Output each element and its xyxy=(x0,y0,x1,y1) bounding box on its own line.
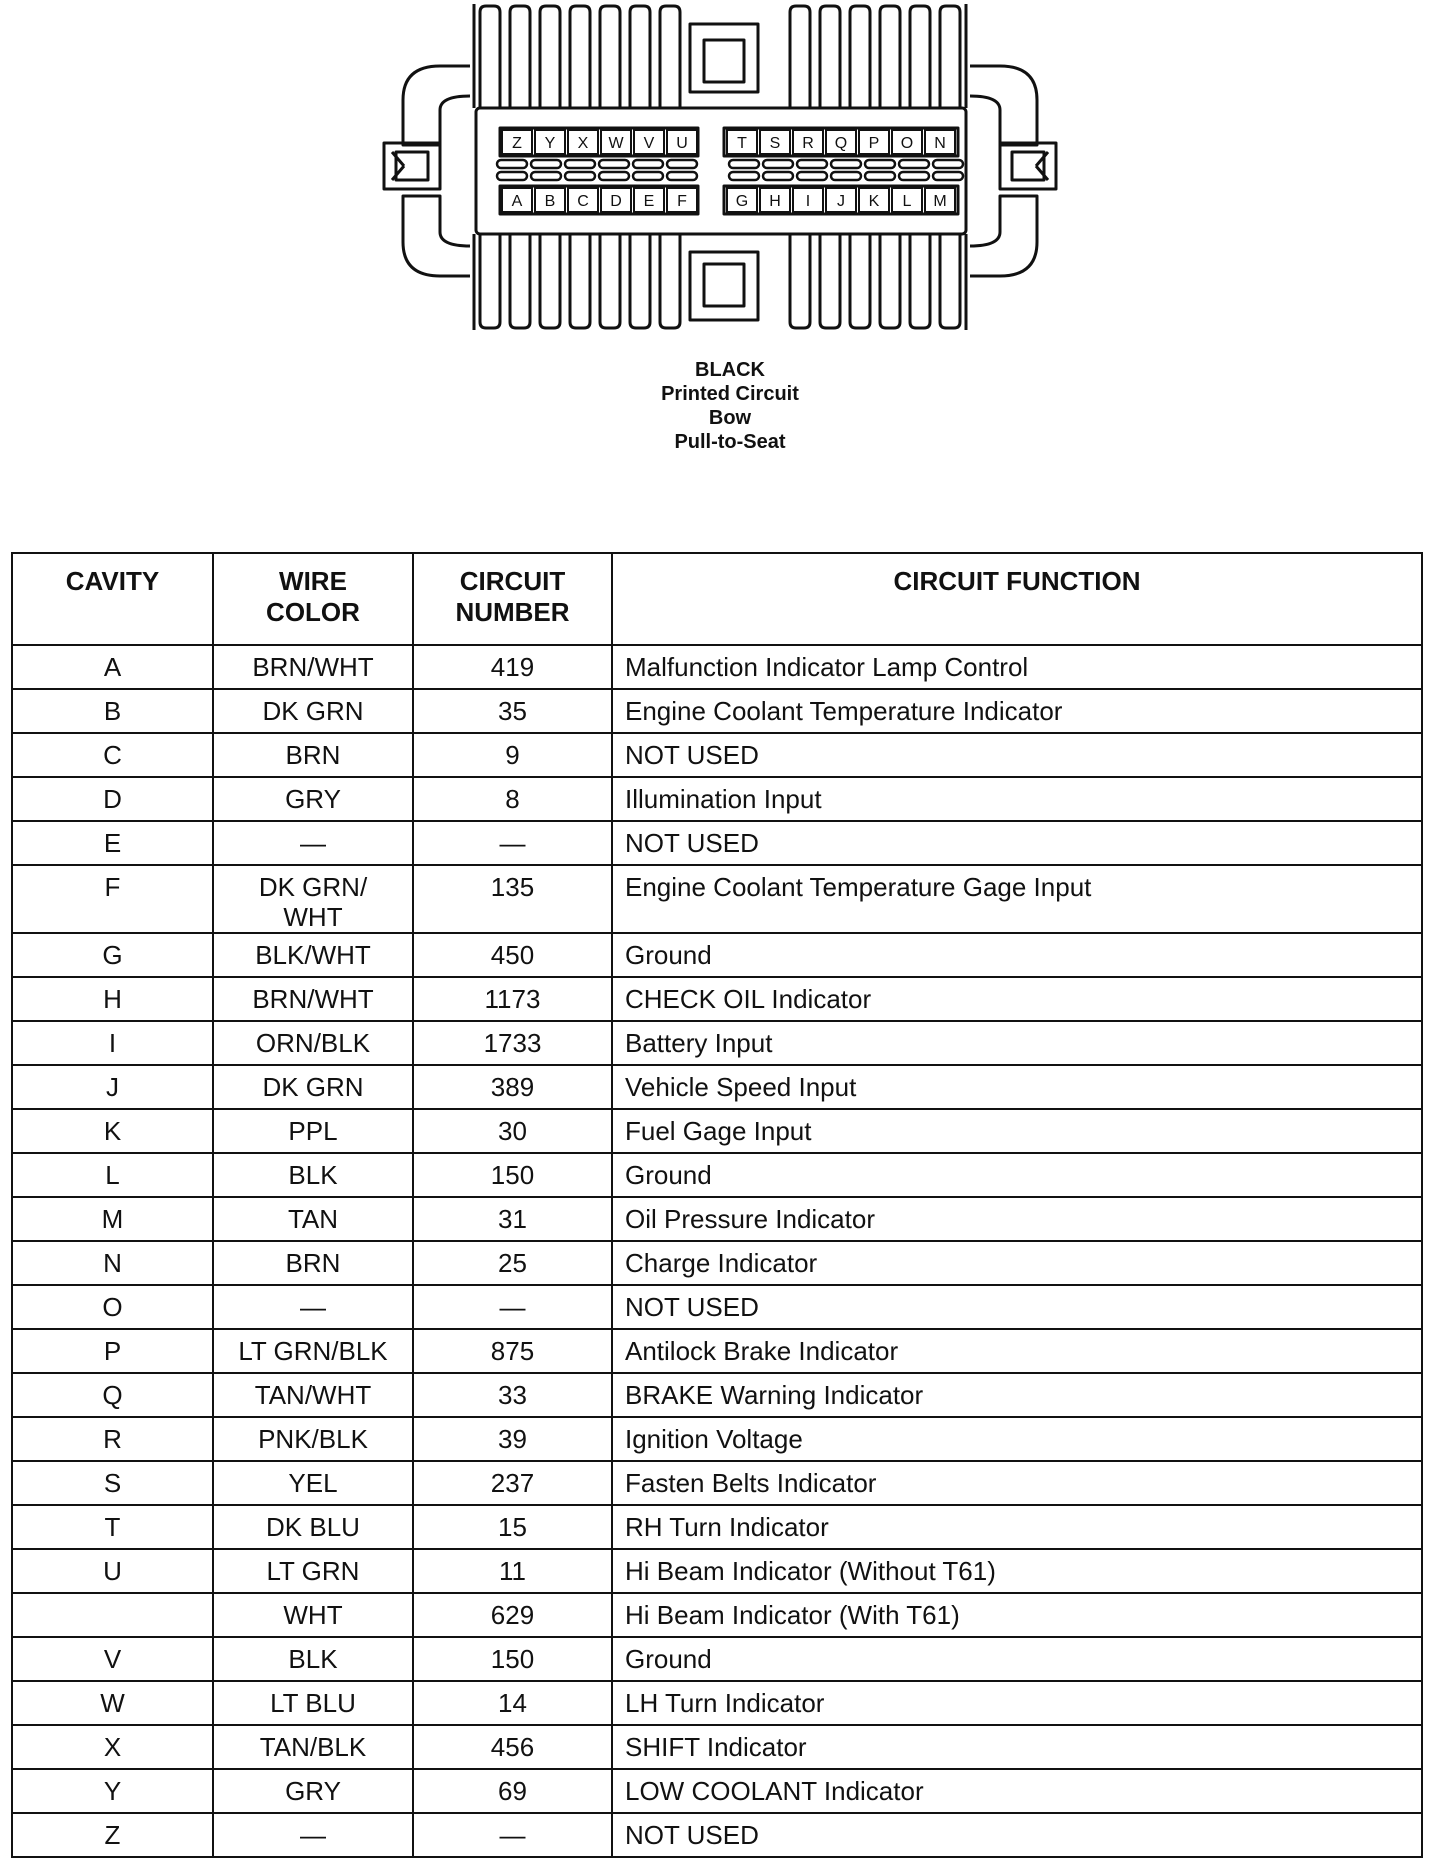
circuit-number-cell: 11 xyxy=(413,1549,612,1593)
cavity-cell: M xyxy=(12,1197,213,1241)
wire-color-cell: DK GRN xyxy=(213,689,413,733)
pin-label-v: V xyxy=(643,135,655,152)
table-row xyxy=(12,865,1422,933)
wire-color-cell: — xyxy=(213,821,413,865)
wire-color-cell: ORN/BLK xyxy=(213,1021,413,1065)
circuit-number-cell: 14 xyxy=(413,1681,612,1725)
circuit-number-cell: 419 xyxy=(413,645,612,689)
cavity-cell: U xyxy=(12,1549,213,1593)
pin-contact xyxy=(599,160,629,168)
wire-color-cell: TAN/BLK xyxy=(213,1725,413,1769)
cavity-cell: A xyxy=(12,645,213,689)
table-row xyxy=(12,1153,1422,1197)
circuit-function-cell: Ground xyxy=(612,1637,1422,1681)
circuit-function-cell: Antilock Brake Indicator xyxy=(612,1329,1422,1373)
cavity-cell: E xyxy=(12,821,213,865)
wire-color-cell: TAN xyxy=(213,1197,413,1241)
circuit-number-cell: 30 xyxy=(413,1109,612,1153)
circuit-number-cell: 39 xyxy=(413,1417,612,1461)
cavity-cell: O xyxy=(12,1285,213,1329)
pin-label-b: B xyxy=(544,193,556,210)
cavity-cell: N xyxy=(12,1241,213,1285)
circuit-function-cell: CHECK OIL Indicator xyxy=(612,977,1422,1021)
circuit-function-cell: Vehicle Speed Input xyxy=(612,1065,1422,1109)
connector-fin-bottom xyxy=(480,234,500,328)
pin-contact xyxy=(729,172,759,180)
circuit-number-cell: 150 xyxy=(413,1153,612,1197)
circuit-function-cell: NOT USED xyxy=(612,1285,1422,1329)
circuit-function-cell: LH Turn Indicator xyxy=(612,1681,1422,1725)
circuit-function-cell: Ground xyxy=(612,933,1422,977)
pin-contact xyxy=(599,172,629,180)
pin-contact xyxy=(667,160,697,168)
pin-label-t: T xyxy=(737,135,747,152)
circuit-function-cell: Ground xyxy=(612,1153,1422,1197)
circuit-number-cell: — xyxy=(413,1285,612,1329)
cavity-cell: D xyxy=(12,777,213,821)
connector-diagram xyxy=(0,0,1440,340)
right-ear-bottom xyxy=(970,196,1037,276)
left-ear-top xyxy=(403,66,470,145)
wire-color-cell: BRN/WHT xyxy=(213,645,413,689)
pin-contact xyxy=(865,160,895,168)
connector-fin-top xyxy=(850,6,870,108)
circuit-function-cell: SHIFT Indicator xyxy=(612,1725,1422,1769)
caption-color: BLACK xyxy=(695,359,765,381)
wire-color-cell: LT GRN xyxy=(213,1549,413,1593)
cavity-cell: K xyxy=(12,1109,213,1153)
table-row xyxy=(12,977,1422,1021)
pin-label-f: F xyxy=(677,193,687,210)
left-ear-bottom xyxy=(403,196,470,276)
pin-contact xyxy=(497,172,527,180)
pin-contact xyxy=(865,172,895,180)
cavity-cell: X xyxy=(12,1725,213,1769)
pin-contact xyxy=(667,172,697,180)
table-row xyxy=(12,645,1422,689)
pin-contact xyxy=(797,172,827,180)
wire-color-cell: YEL xyxy=(213,1461,413,1505)
right-ear-top xyxy=(970,66,1037,145)
connector-fin-top xyxy=(790,6,810,108)
circuit-number-cell: 450 xyxy=(413,933,612,977)
wire-color-cell: BRN/WHT xyxy=(213,977,413,1021)
pin-label-i: I xyxy=(805,193,811,210)
pin-contact xyxy=(531,172,561,180)
wire-color-cell: LT GRN/BLK xyxy=(213,1329,413,1373)
circuit-function-cell: Fasten Belts Indicator xyxy=(612,1461,1422,1505)
cavity-cell: J xyxy=(12,1065,213,1109)
connector-fin-top xyxy=(570,6,590,108)
cavity-cell: P xyxy=(12,1329,213,1373)
pin-label-z: Z xyxy=(512,135,522,152)
circuit-function-cell: BRAKE Warning Indicator xyxy=(612,1373,1422,1417)
circuit-number-cell: 9 xyxy=(413,733,612,777)
table-row xyxy=(12,1549,1422,1593)
wire-color-cell: BLK xyxy=(213,1637,413,1681)
cavity-cell: T xyxy=(12,1505,213,1549)
circuit-number-cell: 150 xyxy=(413,1637,612,1681)
table-row xyxy=(12,1593,1422,1637)
circuit-function-cell: Fuel Gage Input xyxy=(612,1109,1422,1153)
circuit-number-cell: 875 xyxy=(413,1329,612,1373)
table-row xyxy=(12,1373,1422,1417)
pin-contact xyxy=(763,160,793,168)
header-circuit-number-text: CIRCUIT NUMBER xyxy=(455,566,570,627)
circuit-number-cell: 35 xyxy=(413,689,612,733)
pin-label-p: P xyxy=(868,135,880,152)
table-row xyxy=(12,1329,1422,1373)
pin-label-s: S xyxy=(769,135,781,152)
wire-color-cell: BLK/WHT xyxy=(213,933,413,977)
pin-label-q: Q xyxy=(834,135,848,152)
circuit-function-cell: Charge Indicator xyxy=(612,1241,1422,1285)
table-row xyxy=(12,1021,1422,1065)
circuit-function-cell: Battery Input xyxy=(612,1021,1422,1065)
circuit-function-cell: NOT USED xyxy=(612,1813,1422,1857)
wire-color-cell: TAN/WHT xyxy=(213,1373,413,1417)
cavity-cell: I xyxy=(12,1021,213,1065)
connector-fin-bottom xyxy=(820,234,840,328)
circuit-function-cell: NOT USED xyxy=(612,733,1422,777)
pinout-table xyxy=(11,552,1423,1858)
wire-color-cell: BRN xyxy=(213,733,413,777)
wire-color-cell: — xyxy=(213,1813,413,1857)
wire-color-cell: DK BLU xyxy=(213,1505,413,1549)
pin-label-n: N xyxy=(934,135,946,152)
caption-style: Bow xyxy=(708,407,752,429)
connector-fin-top xyxy=(540,6,560,108)
pin-label-d: D xyxy=(610,193,622,210)
pin-contact xyxy=(899,172,929,180)
connector-fin-bottom xyxy=(570,234,590,328)
connector-fin-top xyxy=(510,6,530,108)
connector-fin-bottom xyxy=(850,234,870,328)
connector-fin-top xyxy=(910,6,930,108)
table-row xyxy=(12,1109,1422,1153)
connector-fin-bottom xyxy=(790,234,810,328)
table-row xyxy=(12,1461,1422,1505)
cavity-cell: H xyxy=(12,977,213,1021)
connector-fin-top xyxy=(480,6,500,108)
table-row xyxy=(12,933,1422,977)
table-row xyxy=(12,1769,1422,1813)
table-row xyxy=(12,1417,1422,1461)
wire-color-cell: DK GRN xyxy=(213,1065,413,1109)
pin-label-u: U xyxy=(676,135,688,152)
connector-fin-top xyxy=(630,6,650,108)
header-circuit-number xyxy=(413,553,612,645)
pin-contact xyxy=(565,172,595,180)
connector-fin-bottom xyxy=(630,234,650,328)
circuit-number-cell: 8 xyxy=(413,777,612,821)
connector-fin-bottom xyxy=(910,234,930,328)
cavity-cell: S xyxy=(12,1461,213,1505)
table-row xyxy=(12,1681,1422,1725)
cavity-cell: G xyxy=(12,933,213,977)
header-wire-color-text: WIRE COLOR xyxy=(266,566,360,627)
wire-color-cell: BLK xyxy=(213,1153,413,1197)
pin-label-r: R xyxy=(802,135,814,152)
pin-label-m: M xyxy=(933,193,947,210)
connector-fin-bottom xyxy=(540,234,560,328)
circuit-number-cell: 15 xyxy=(413,1505,612,1549)
connector-fin-top xyxy=(820,6,840,108)
connector-fin-top xyxy=(660,6,680,108)
wire-color-cell: PPL xyxy=(213,1109,413,1153)
pin-label-y: Y xyxy=(544,135,556,152)
pin-contact xyxy=(831,172,861,180)
pin-label-w: W xyxy=(608,135,624,152)
circuit-function-cell: RH Turn Indicator xyxy=(612,1505,1422,1549)
pin-label-g: G xyxy=(735,193,749,210)
pin-label-o: O xyxy=(900,135,914,152)
connector-fin-bottom xyxy=(880,234,900,328)
pin-contact xyxy=(899,160,929,168)
table-row xyxy=(12,733,1422,777)
pin-contact xyxy=(797,160,827,168)
circuit-number-cell: — xyxy=(413,821,612,865)
table-row xyxy=(12,821,1422,865)
circuit-number-cell: 1733 xyxy=(413,1021,612,1065)
wire-color-cell: PNK/BLK xyxy=(213,1417,413,1461)
cavity-cell: Z xyxy=(12,1813,213,1857)
cavity-cell: B xyxy=(12,689,213,733)
pin-contact xyxy=(565,160,595,168)
cavity-cell: Y xyxy=(12,1769,213,1813)
circuit-number-cell: 237 xyxy=(413,1461,612,1505)
circuit-number-cell: 25 xyxy=(413,1241,612,1285)
pin-contact xyxy=(831,160,861,168)
circuit-number-cell: 629 xyxy=(413,1593,612,1637)
left-latch xyxy=(384,143,440,189)
cavity-cell: V xyxy=(12,1637,213,1681)
wire-color-cell: LT BLU xyxy=(213,1681,413,1725)
cavity-cell: R xyxy=(12,1417,213,1461)
cavity-cell: Q xyxy=(12,1373,213,1417)
connector-caption xyxy=(560,358,900,454)
pin-contact xyxy=(763,172,793,180)
pin-label-k: K xyxy=(868,193,880,210)
pin-contact xyxy=(633,160,663,168)
table-header-row xyxy=(12,553,1422,645)
pin-label-e: E xyxy=(643,193,655,210)
table-row xyxy=(12,1241,1422,1285)
wire-color-cell: WHT xyxy=(213,1593,413,1637)
table-row xyxy=(12,1065,1422,1109)
pin-contact xyxy=(531,160,561,168)
bottom-lock-tab xyxy=(690,252,758,320)
circuit-function-cell: Malfunction Indicator Lamp Control xyxy=(612,645,1422,689)
table-row xyxy=(12,1197,1422,1241)
connector-fin-bottom xyxy=(660,234,680,328)
table-row xyxy=(12,777,1422,821)
circuit-function-cell: Engine Coolant Temperature Gage Input xyxy=(612,865,1422,933)
circuit-number-cell: 389 xyxy=(413,1065,612,1109)
table-row xyxy=(12,689,1422,733)
pin-contact xyxy=(497,160,527,168)
cavity-cell: F xyxy=(12,865,213,933)
connector-fin-bottom xyxy=(940,234,960,328)
circuit-number-cell: 69 xyxy=(413,1769,612,1813)
caption-seat: Pull-to-Seat xyxy=(674,431,786,453)
pin-label-a: A xyxy=(511,193,523,210)
right-latch xyxy=(1000,143,1056,189)
circuit-number-cell: 31 xyxy=(413,1197,612,1241)
table-row xyxy=(12,1505,1422,1549)
circuit-function-cell: Hi Beam Indicator (Without T61) xyxy=(612,1549,1422,1593)
circuit-function-cell: Illumination Input xyxy=(612,777,1422,821)
caption-type: Printed Circuit xyxy=(661,383,799,405)
wire-color-cell: BRN xyxy=(213,1241,413,1285)
circuit-number-cell: 33 xyxy=(413,1373,612,1417)
wire-color-cell: GRY xyxy=(213,1769,413,1813)
connector-fin-top xyxy=(880,6,900,108)
header-cavity: CAVITY xyxy=(12,553,213,645)
pin-contact xyxy=(933,160,963,168)
table-row xyxy=(12,1637,1422,1681)
circuit-function-cell: Hi Beam Indicator (With T61) xyxy=(612,1593,1422,1637)
circuit-function-cell: Engine Coolant Temperature Indicator xyxy=(612,689,1422,733)
cavity-cell xyxy=(12,1593,213,1637)
pin-label-l: L xyxy=(902,193,912,210)
pin-label-x: X xyxy=(577,135,589,152)
pin-label-j: J xyxy=(837,193,845,210)
cavity-cell: L xyxy=(12,1153,213,1197)
circuit-number-cell: 1173 xyxy=(413,977,612,1021)
wire-color-cell: — xyxy=(213,1285,413,1329)
connector-fin-bottom xyxy=(510,234,530,328)
circuit-number-cell: 135 xyxy=(413,865,612,933)
circuit-function-cell: NOT USED xyxy=(612,821,1422,865)
wire-color-cell: DK GRN/ WHT xyxy=(213,865,413,933)
circuit-function-cell: LOW COOLANT Indicator xyxy=(612,1769,1422,1813)
pin-label-c: C xyxy=(577,193,589,210)
table-row xyxy=(12,1725,1422,1769)
circuit-number-cell: 456 xyxy=(413,1725,612,1769)
table-row xyxy=(12,1813,1422,1857)
cavity-cell: C xyxy=(12,733,213,777)
pin-label-h: H xyxy=(769,193,781,210)
cavity-cell: W xyxy=(12,1681,213,1725)
connector-fin-top xyxy=(940,6,960,108)
connector-fin-top xyxy=(600,6,620,108)
table-row xyxy=(12,1285,1422,1329)
circuit-function-cell: Oil Pressure Indicator xyxy=(612,1197,1422,1241)
wire-color-cell: GRY xyxy=(213,777,413,821)
pin-contact xyxy=(933,172,963,180)
header-circuit-function: CIRCUIT FUNCTION xyxy=(612,553,1422,645)
pin-contact xyxy=(633,172,663,180)
circuit-number-cell: — xyxy=(413,1813,612,1857)
connector-fin-bottom xyxy=(600,234,620,328)
header-wire-color xyxy=(213,553,413,645)
pin-contact xyxy=(729,160,759,168)
circuit-function-cell: Ignition Voltage xyxy=(612,1417,1422,1461)
